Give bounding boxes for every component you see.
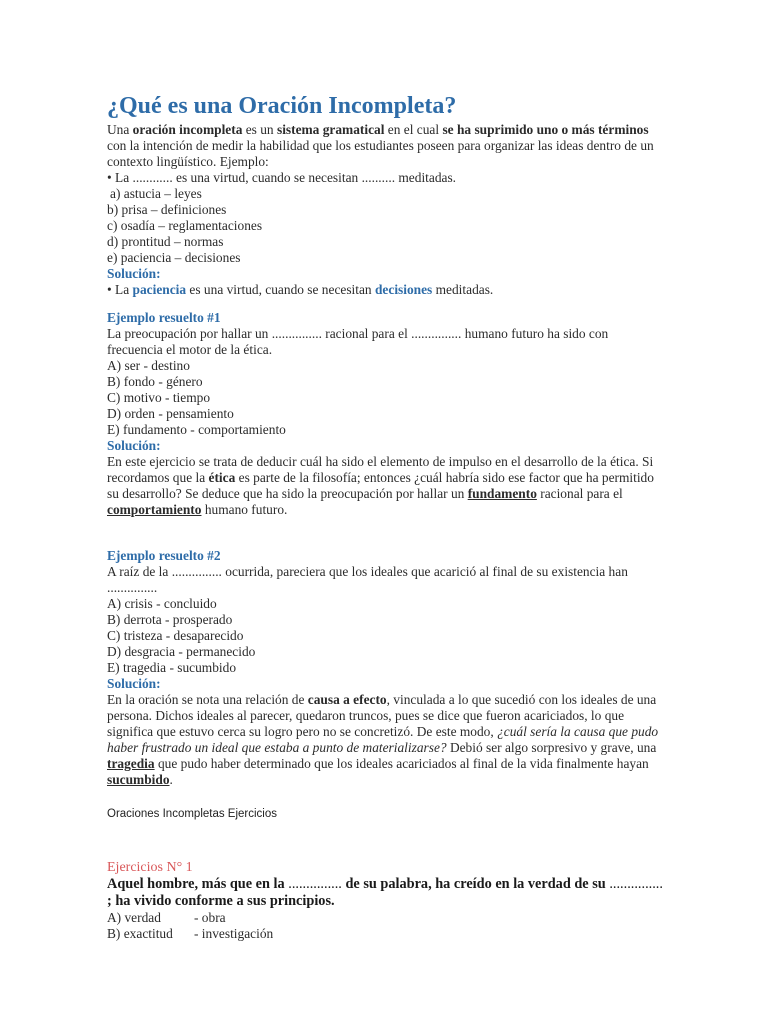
intro-term: se ha suprimido uno o más términos — [442, 122, 649, 137]
solution-term: paciencia — [132, 282, 187, 297]
ejemplo1-heading: Ejemplo resuelto #1 — [107, 310, 221, 325]
example-solution — [107, 282, 667, 298]
example-solution-label: Solución: — [107, 266, 161, 281]
solution-underlined: tragedia — [107, 756, 155, 771]
option-label: A) verdad — [107, 910, 161, 925]
example-option: e) paciencia – decisiones — [107, 250, 241, 265]
solution-term: decisiones — [374, 282, 433, 297]
ejemplo2-question: A raíz de la ............... ocurrida, pareciera que los ideales que acarició al final de su existencia han ............... — [107, 564, 628, 595]
ejemplo2-heading: Ejemplo resuelto #2 — [107, 548, 221, 563]
solution-text: , vinculada a lo que sucedió con los ideales de una persona. Dichos ideales al parecer, quedaron truncos, pues se dice que fueron acariciados, lo que significa que estuvo cerca su logro pero no se concretizó. De este modo, — [107, 692, 657, 739]
solution-text: . — [169, 772, 173, 787]
solution-text: meditadas. — [432, 282, 494, 297]
option-label: B) exactitud — [107, 926, 173, 941]
ejercicio1-option — [107, 926, 667, 942]
option-value: - obra — [194, 910, 226, 925]
ejemplo1-solution-label: Solución: — [107, 438, 161, 453]
ejemplo2-option: C) tristeza - desaparecido — [107, 628, 244, 643]
example-option: b) prisa – definiciones — [107, 202, 227, 217]
solution-underlined: fundamento — [467, 486, 537, 501]
solution-text: En este ejercicio se trata de deducir cuál ha sido el elemento de impulso en el desarrollo de la ética. Si recordamos que la — [107, 454, 654, 485]
intro-paragraph — [107, 122, 667, 170]
solution-text: es una virtud, cuando se necesitan — [186, 282, 375, 297]
example-option: a) astucia – leyes — [110, 186, 202, 201]
intro-text: en el cual — [384, 122, 443, 137]
ejemplo1-option: A) ser - destino — [107, 358, 190, 373]
ejemplo1-solution — [107, 454, 667, 518]
ejemplo2-option: D) desgracia - permanecido — [107, 644, 256, 659]
ejemplo2-option: A) crisis - concluido — [107, 596, 217, 611]
ejercicio1-question — [107, 876, 667, 910]
solution-italic: ¿cuál sería la causa que pudo haber frustrado un ideal que estaba a punto de materializarse? — [107, 724, 659, 755]
example-option: d) prontitud – normas — [107, 234, 224, 249]
solution-text: En la oración se nota una relación de — [107, 692, 308, 707]
solution-term: ética — [208, 470, 236, 485]
ejemplo1-option: E) fundamento - comportamiento — [107, 422, 286, 437]
intro-term: sistema gramatical — [276, 122, 385, 137]
ejemplo1-question: La preocupación por hallar un ............... racional para el ............... humano futuro ha sido con frecuencia el motor de la ética. — [107, 326, 609, 357]
ejemplo2-solution — [107, 692, 667, 788]
ejemplo2-option: E) tragedia - sucumbido — [107, 660, 237, 675]
ejemplo1-option: C) motivo - tiempo — [107, 390, 211, 405]
solution-text: racional para el — [536, 486, 623, 501]
intro-text: con la intención de medir la habilidad que los estudiantes poseen para organizar las ideas dentro de un contexto lingüístico. Ejemplo: — [107, 138, 654, 169]
question-blank: ............... — [609, 876, 663, 892]
solution-term: causa a efecto — [307, 692, 387, 707]
section-title: Oraciones Incompletas Ejercicios — [107, 808, 278, 820]
question-text: Aquel hombre, más que en la — [107, 876, 289, 892]
intro-text: Una — [107, 122, 133, 137]
question-blank: ............... — [288, 876, 342, 892]
example-sentence: • La ............ es una virtud, cuando se necesitan .......... meditadas. — [107, 170, 457, 185]
solution-underlined: sucumbido — [107, 772, 170, 787]
intro-term: oración incompleta — [132, 122, 243, 137]
question-text: ; ha vivido conforme a sus principios. — [107, 893, 335, 909]
solution-underlined: comportamiento — [107, 502, 202, 517]
option-value: - investigación — [194, 926, 274, 941]
question-text: de su palabra, ha creído en la verdad de su — [341, 876, 610, 892]
solution-text: Debió ser algo sorpresivo y grave, una — [446, 740, 657, 755]
ejemplo2-option: B) derrota - prosperado — [107, 612, 233, 627]
document-content — [107, 92, 667, 942]
solution-text: • La — [107, 282, 133, 297]
solution-text: humano futuro. — [201, 502, 288, 517]
ejemplo2-solution-label: Solución: — [107, 676, 161, 691]
ejercicio1-heading: Ejercicios N° 1 — [107, 860, 193, 875]
solution-text: que pudo haber determinado que los ideales acariciados al final de la vida finalmente hayan — [154, 756, 649, 771]
ejemplo1-option: D) orden - pensamiento — [107, 406, 234, 421]
solution-text: es parte de la filosofía; entonces ¿cuál habría sido ese factor que ha permitido su desarrollo? Se deduce que ha sido la preocupación por hallar un — [107, 470, 654, 501]
intro-text: es un — [242, 122, 277, 137]
ejemplo1-option: B) fondo - género — [107, 374, 203, 389]
page-title: ¿Qué es una Oración Incompleta? — [107, 93, 457, 119]
ejercicio1-option — [107, 910, 667, 926]
example-option: c) osadía – reglamentaciones — [107, 218, 263, 233]
